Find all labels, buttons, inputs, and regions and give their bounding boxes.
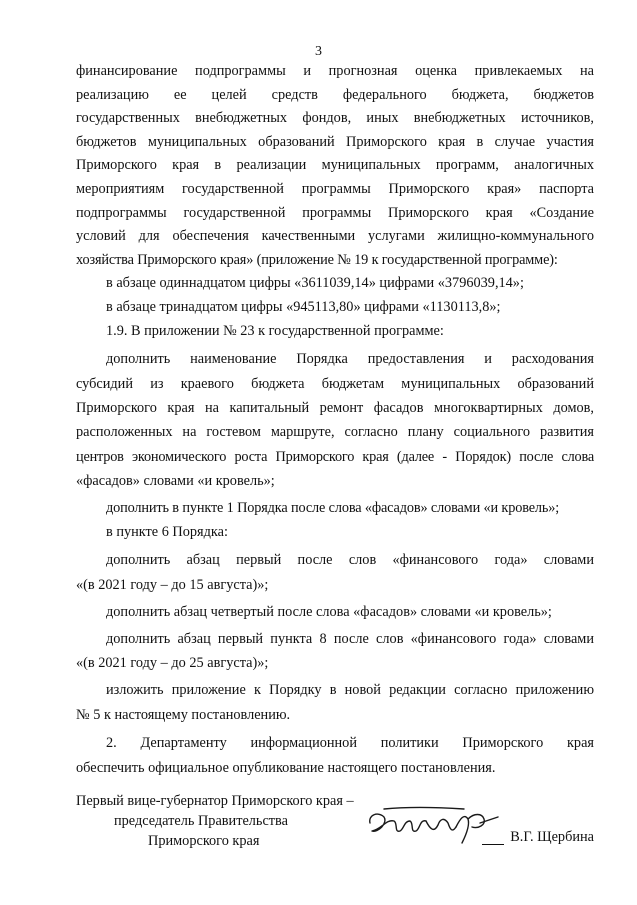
text-line: в абзаце одиннадцатом цифры «3611039,14» цифрами «3796039,14»; <box>106 275 524 292</box>
text-line: «фасадов» словами «и кровель»; <box>76 473 275 490</box>
paragraph-abzac-13 <box>76 296 594 320</box>
text-line: 2. Департаменту информационной политики Приморского края <box>106 735 594 752</box>
text-line: дополнить в пункте 1 Порядка после слова «фасадов» словами «и кровель»; <box>106 499 560 516</box>
text-line: реализацию ее целей средств федерального бюджета, бюджетов <box>76 86 594 103</box>
text-line: обеспечить официальное опубликование настоящего постановления. <box>76 759 496 776</box>
text-line: центров экономического роста Приморского края (далее - Порядок) после слова <box>76 448 594 465</box>
text-line: субсидий из краевого бюджета бюджетам муниципальных образований <box>76 375 594 392</box>
paragraph-order-title <box>76 347 594 493</box>
paragraph-point-8 <box>76 627 594 676</box>
paragraph-point-1 <box>76 496 594 520</box>
text-line: дополнить абзац первый после слов «финансового года» словами <box>106 552 594 569</box>
paragraph-abzac-11 <box>76 272 594 296</box>
text-line: финансирование подпрограммы и прогнозная оценка привлекаемых на <box>76 63 594 79</box>
signature-underline <box>482 844 504 845</box>
text-line: «(в 2021 году – до 25 августа)»; <box>76 655 269 671</box>
signatory-name: В.Г. Щербина <box>510 829 594 845</box>
text-line: дополнить наименование Порядка предоставления и расходования <box>106 351 594 368</box>
text-line: № 5 к настоящему постановлению. <box>76 706 291 723</box>
text-line: мероприятиям государственной программы Приморского края» паспорта <box>76 180 594 197</box>
text-line: Приморского края на капитальный ремонт фасадов многоквартирных домов, <box>76 399 594 416</box>
signatory-title-line: председатель Правительства <box>114 813 288 829</box>
text-line: изложить приложение к Порядку в новой редакции согласно приложению <box>106 682 594 699</box>
text-line: бюджетов муниципальных образований Приморского края в случае участия <box>76 133 594 150</box>
paragraph-passport-subprogram <box>76 60 594 272</box>
text-line: подпрограммы государственной программы Приморского края «Создание <box>76 204 594 221</box>
signatory-title-line: Первый вице-губернатор Приморского края – <box>76 793 354 809</box>
paragraph-appendix <box>76 678 594 727</box>
text-line: расположенных на гостевом маршруте, согласно плану социального развития <box>76 424 594 441</box>
paragraph-abzac-fourth <box>76 600 594 624</box>
text-line: условий для обеспечения качественными услугами жилищно-коммунального <box>76 228 594 245</box>
text-line: в пункте 6 Порядка: <box>106 523 228 540</box>
text-line: государственных внебюджетных фондов, иных внебюджетных источников, <box>76 110 594 127</box>
text-line: «(в 2021 году – до 15 августа)»; <box>76 576 269 593</box>
text-line: в абзаце тринадцатом цифры «945113,80» цифрами «1130113,8»; <box>106 298 501 315</box>
text-line: хозяйства Приморского края» (приложение № 19 к государственной программе): <box>76 251 558 268</box>
text-line: дополнить абзац четвертый после слова «фасадов» словами «и кровель»; <box>106 604 552 621</box>
document-body <box>76 60 594 780</box>
paragraph-department <box>76 731 594 780</box>
text-line: дополнить абзац первый пункта 8 после слов «финансового года» словами <box>106 630 594 647</box>
page-number: 3 <box>315 44 322 59</box>
paragraph-item-1-9 <box>76 320 594 344</box>
signature-block <box>76 791 594 851</box>
paragraph-abzac-first <box>76 548 594 597</box>
paragraph-point-6 <box>76 520 594 544</box>
text-line: Приморского края в реализации муниципальных программ, аналогичных <box>76 157 594 174</box>
signatory-title-line: Приморского края <box>148 833 260 849</box>
text-line: 1.9. В приложении № 23 к государственной программе: <box>106 322 444 339</box>
handwritten-signature-icon <box>364 799 514 849</box>
